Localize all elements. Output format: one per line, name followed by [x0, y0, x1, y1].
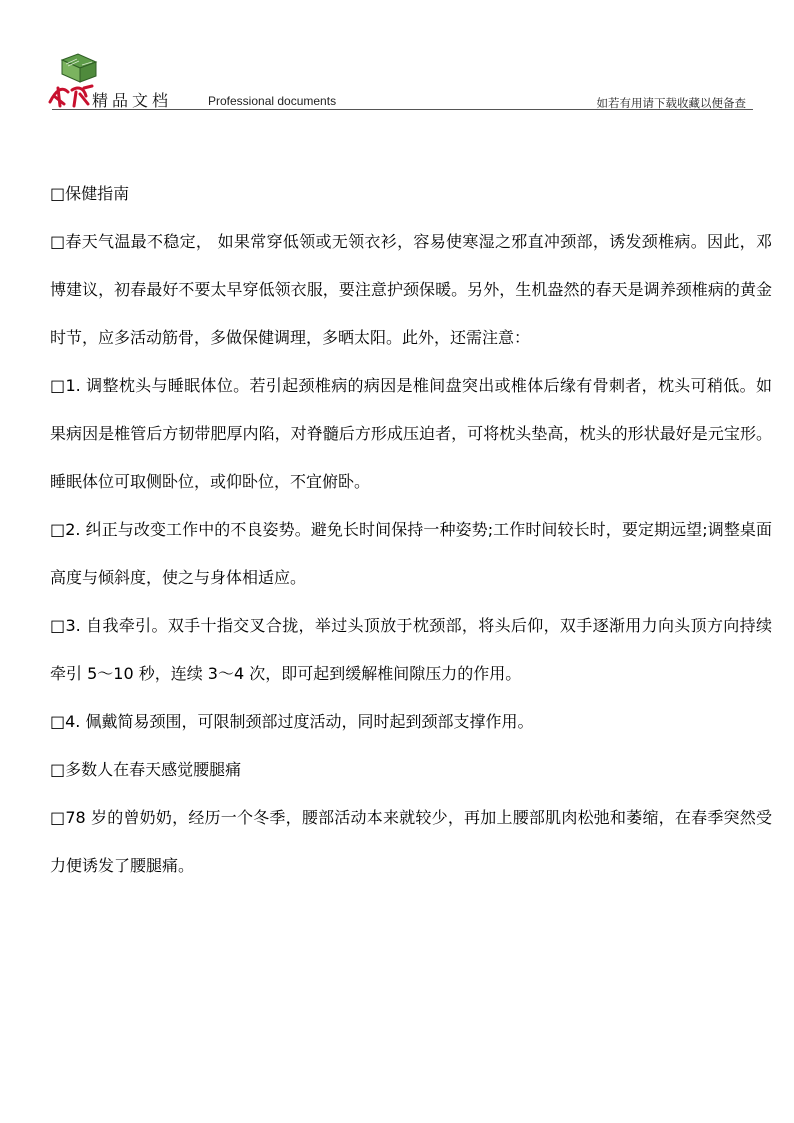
list-item-3: □3. 自我牵引。双手十指交叉合拢，举过头顶放于枕颈部，将头后仰，双手逐渐用力向头顶方向持续牵引 5～10 秒，连续 3～4 次，即可起到缓解椎间隙压力的作用。 [50, 616, 772, 683]
document-body [50, 170, 772, 890]
body-paragraph: □春天气温最不稳定， 如果常穿低领或无领衣衫，容易使寒湿之邪直冲颈部，诱发颈椎病。因此，邓博建议，初春最好不要太早穿低领衣服，要注意护颈保暖。另外，生机盎然的春天是调养颈椎病的黄金时节，应多活动筋骨，多做保健调理，多晒太阳。此外，还需注意： [50, 232, 772, 347]
section-heading: □保健指南 [50, 184, 130, 203]
header-divider [52, 109, 753, 110]
brand-title: 精品文档 [92, 91, 173, 110]
list-item-2: □2. 纠正与改变工作中的不良姿势。避免长时间保持一种姿势;工作时间较长时，要定期远望;调整桌面高度与倾斜度，使之与身体相适应。 [50, 520, 772, 587]
header-note: 如若有用请下载收藏以便备查 [596, 96, 746, 110]
page-header [48, 52, 748, 112]
brand-subtitle: Professional documents [208, 94, 337, 108]
body-paragraph: □78 岁的曾奶奶，经历一个冬季，腰部活动本来就较少，再加上腰部肌肉松弛和萎缩，在春季突然受力便诱发了腰腿痛。 [50, 808, 772, 875]
list-item-1: □1. 调整枕头与睡眠体位。若引起颈椎病的病因是椎间盘突出或椎体后缘有骨刺者，枕头可稍低。如果病因是椎管后方韧带肥厚内陷，对脊髓后方形成压迫者，可将枕头垫高，枕头的形状最好是元宝形。睡眠体位可取侧卧位，或仰卧位，不宜俯卧。 [50, 376, 772, 491]
list-item-4: □4. 佩戴简易颈围，可限制颈部过度活动，同时起到颈部支撑作用。 [50, 712, 534, 731]
section-heading: □多数人在春天感觉腰腿痛 [50, 760, 242, 779]
